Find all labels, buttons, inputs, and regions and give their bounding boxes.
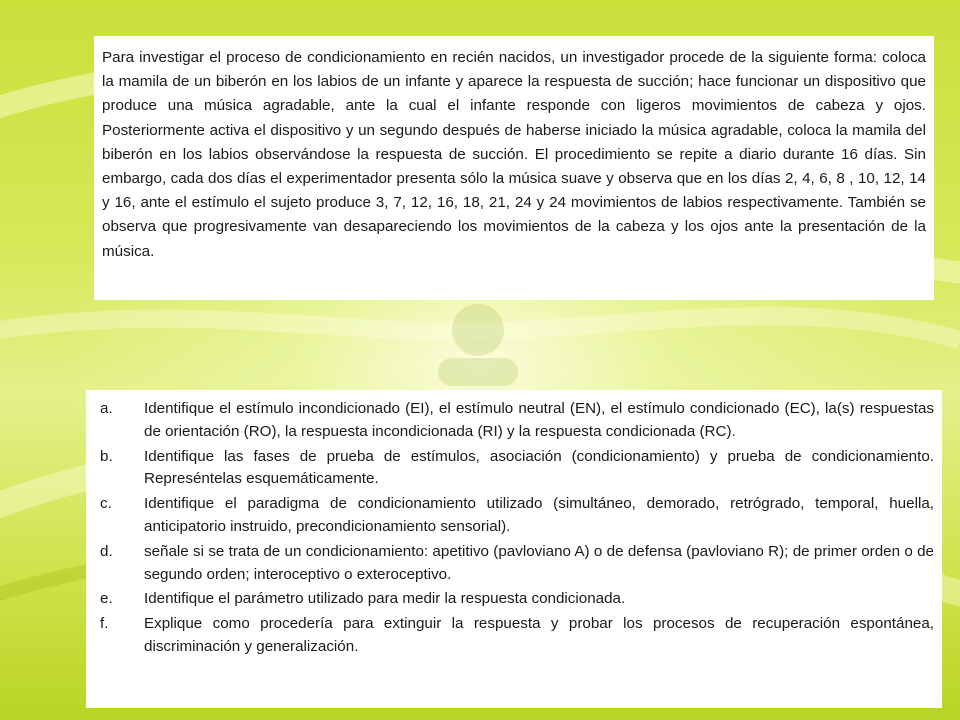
list-item-letter: a.: [100, 400, 113, 417]
list-item: [100, 398, 934, 444]
questions-list: [86, 390, 942, 708]
list-item: [100, 588, 934, 611]
list-item: [100, 613, 934, 659]
list-item-text: Identifique el parámetro utilizado para medir la respuesta condicionada.: [144, 590, 626, 608]
list-item: [100, 493, 934, 539]
list-item-letter: e.: [100, 590, 113, 608]
list-item: [100, 541, 934, 587]
list-item-text: señale si se trata de un condicionamiento: apetitivo (pavloviano A) o de defensa (pavloviano R); de primer orden o de segundo orden; interoceptivo o exteroceptivo.: [144, 542, 934, 583]
list-item-text: Identifique el estímulo incondicionado (EI), el estímulo neutral (EN), el estímulo condicionado (EC), la(s) respuestas de orientación (RO), la respuesta incondicionada (RI) y la respuesta condicionada (RC).: [144, 400, 934, 440]
list-item-letter: f.: [100, 615, 109, 633]
list-item-text: Identifique las fases de prueba de estímulos, asociación (condicionamiento) y prueba de condicionamiento. Represéntelas esquemáticamente.: [144, 447, 934, 488]
list-item-text: Explique como procedería para extinguir la respuesta y probar los procesos de recuperación espontánea, discriminación y generalización.: [144, 615, 934, 655]
list-item-letter: c.: [100, 495, 112, 513]
list-item-letter: d.: [100, 542, 113, 560]
list-item-text: Identifique el paradigma de condicionamiento utilizado (simultáneo, demorado, retrógrado, temporal, huella, anticipatorio instruido, precondicionamiento sensorial).: [144, 495, 934, 535]
intro-paragraph: Para investigar el proceso de condicionamiento en recién nacidos, un investigador procede de la siguiente forma: coloca la mamila de un biberón en los labios de un infante y aparece la respuesta de succión; hace funcionar un dispositivo que produce una música agradable, ante la cual el infante responde con ligeros movimientos de cabeza y ojos. Posteriormente activa el dispositivo y un segundo después de haberse iniciado la música agradable, coloca la mamila del biberón en los labios observándose la respuesta de succión. El procedimiento se repite a diario durante 16 días. Sin embargo, cada dos días el experimentador presenta sólo la música suave y observa que en los días 2, 4, 6, 8 , 10, 12, 14 y 16, ante el estímulo el sujeto produce 3, 7, 12, 16, 18, 21, 24 y 24 movimientos de labios respectivamente. También se observa que progresivamente van desapareciendo los movimientos de la cabeza y los ojos ante la presentación de la música.: [102, 49, 926, 260]
faded-logo-watermark: [378, 300, 578, 390]
list-item: [100, 446, 934, 492]
list-item-letter: b.: [100, 447, 113, 465]
intro-text-box: [94, 36, 934, 300]
